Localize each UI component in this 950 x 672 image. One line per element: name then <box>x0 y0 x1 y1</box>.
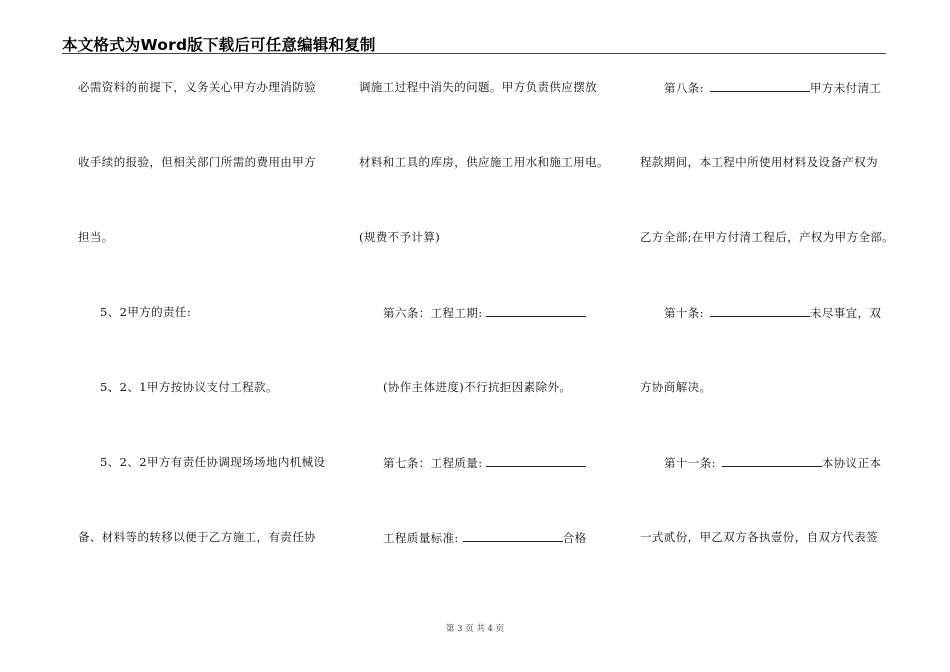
fill-in-blank <box>710 80 810 92</box>
col2-line-2: 材料和工具的库房，供应施工用水和施工用电。 <box>359 155 609 169</box>
col3-line-6-pre: 第十一条: <box>664 456 716 470</box>
col1-line-4: 5、2甲方的责任: <box>100 305 192 319</box>
fill-in-blank <box>486 305 586 317</box>
col1-line-3: 担当。 <box>78 230 114 244</box>
col2-line-1: 调施工过程中消失的问题。甲方负责供应摆放 <box>359 80 597 94</box>
col3-line-4 <box>664 305 881 320</box>
col2-line-4 <box>383 305 586 320</box>
col3-line-4-pre: 第十条: <box>664 306 704 320</box>
col2-line-6-text: 第七条：工程质量: <box>383 456 483 470</box>
col1-line-6: 5、2、2甲方有责任协调现场场地内机械设 <box>100 455 326 469</box>
col3-line-4-post: 未尽事宜，双 <box>809 306 882 320</box>
col1-line-2: 收手续的报验，但相关部门所需的费用由甲方 <box>78 155 316 169</box>
fill-in-blank <box>722 455 822 467</box>
col2-line-7-post: 合格 <box>562 531 587 545</box>
col3-line-1-pre: 第八条: <box>664 81 704 95</box>
fill-in-blank <box>486 455 586 467</box>
col1-line-5: 5、2、1甲方按协议支付工程款。 <box>100 380 278 394</box>
col3-line-3: 乙方全部;在甲方付清工程后，产权为甲方全部。 <box>640 230 895 244</box>
fill-in-blank <box>710 305 810 317</box>
col3-line-7: 一式贰份，甲乙双方各执壹份，自双方代表签 <box>640 530 878 544</box>
col3-line-6-post: 本协议正本 <box>821 456 882 470</box>
col1-line-1: 必需资料的前提下，义务关心甲方办理消防验 <box>78 80 316 94</box>
fill-in-blank <box>463 530 563 542</box>
document-header-title: 本文格式为Word版下载后可任意编辑和复制 <box>62 36 376 54</box>
col2-line-5: (协作主体进度)不行抗拒因素除外。 <box>383 380 572 394</box>
col3-line-5: 方协商解决。 <box>640 380 712 394</box>
col3-line-1-post: 甲方未付清工 <box>809 81 882 95</box>
col2-line-3: (规费不予计算) <box>359 230 441 244</box>
col2-line-6 <box>383 455 586 470</box>
col2-line-7 <box>383 530 587 545</box>
col2-line-4-text: 第六条：工程工期: <box>383 306 483 320</box>
col3-line-1 <box>664 80 881 95</box>
col3-line-2: 程款期间，本工程中所使用材料及设备产权为 <box>640 155 878 169</box>
header-divider <box>62 53 886 54</box>
col1-line-7: 备、材料等的转移以便于乙方施工，有责任协 <box>78 530 316 544</box>
page-number-footer: 第 3 页 共 4 页 <box>445 624 505 634</box>
col3-line-6 <box>664 455 881 470</box>
col2-line-7-pre: 工程质量标准: <box>383 531 459 545</box>
